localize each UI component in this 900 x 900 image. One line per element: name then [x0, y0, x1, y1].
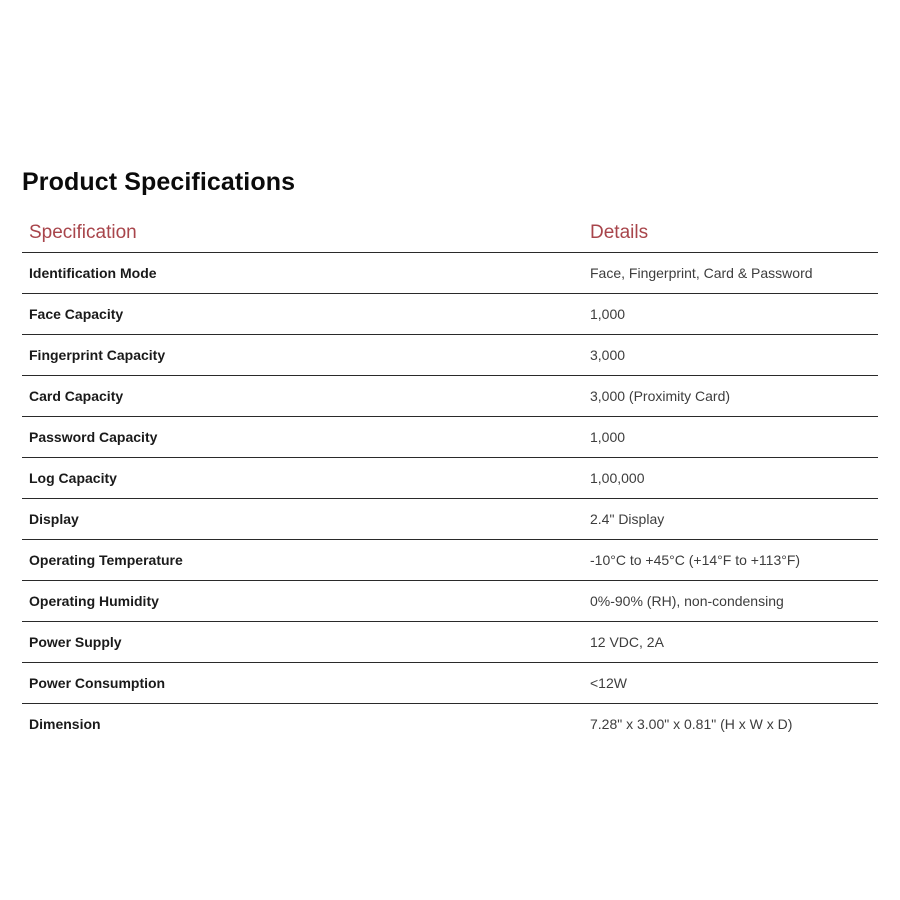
spec-value: 12 VDC, 2A	[583, 622, 878, 663]
spec-value: 1,000	[583, 294, 878, 335]
table-row	[22, 540, 878, 581]
table-row	[22, 458, 878, 499]
spec-name: Card Capacity	[22, 376, 583, 417]
spec-value: Face, Fingerprint, Card & Password	[583, 253, 878, 294]
spec-value: <12W	[583, 663, 878, 704]
table-row	[22, 581, 878, 622]
details-column-header: Details	[583, 213, 878, 253]
spec-name: Display	[22, 499, 583, 540]
table-row	[22, 376, 878, 417]
spec-value: 1,00,000	[583, 458, 878, 499]
spec-value: 2.4" Display	[583, 499, 878, 540]
spec-name: Power Supply	[22, 622, 583, 663]
spec-name: Log Capacity	[22, 458, 583, 499]
spec-name: Password Capacity	[22, 417, 583, 458]
header-row	[22, 213, 878, 253]
page-title: Product Specifications	[22, 168, 296, 196]
table-body	[22, 253, 878, 745]
table-row	[22, 663, 878, 704]
spec-value: 3,000	[583, 335, 878, 376]
table-row	[22, 335, 878, 376]
spec-name: Operating Temperature	[22, 540, 583, 581]
table-header	[22, 213, 878, 253]
spec-value: -10°C to +45°C (+14°F to +113°F)	[583, 540, 878, 581]
spec-name: Operating Humidity	[22, 581, 583, 622]
spec-name: Fingerprint Capacity	[22, 335, 583, 376]
spec-value: 1,000	[583, 417, 878, 458]
table-row	[22, 622, 878, 663]
table-row	[22, 294, 878, 335]
table-row	[22, 704, 878, 745]
specifications-table	[22, 213, 878, 744]
spec-name: Power Consumption	[22, 663, 583, 704]
spec-value: 0%-90% (RH), non-condensing	[583, 581, 878, 622]
table-row	[22, 417, 878, 458]
specification-column-header: Specification	[22, 213, 583, 253]
spec-name: Dimension	[29, 716, 101, 732]
spec-name: Face Capacity	[22, 294, 583, 335]
spec-value: 7.28" x 3.00" x 0.81" (H x W x D)	[590, 716, 793, 732]
table-row	[22, 499, 878, 540]
table-row	[22, 253, 878, 294]
spec-value: 3,000 (Proximity Card)	[583, 376, 878, 417]
spec-name: Identification Mode	[22, 253, 583, 294]
